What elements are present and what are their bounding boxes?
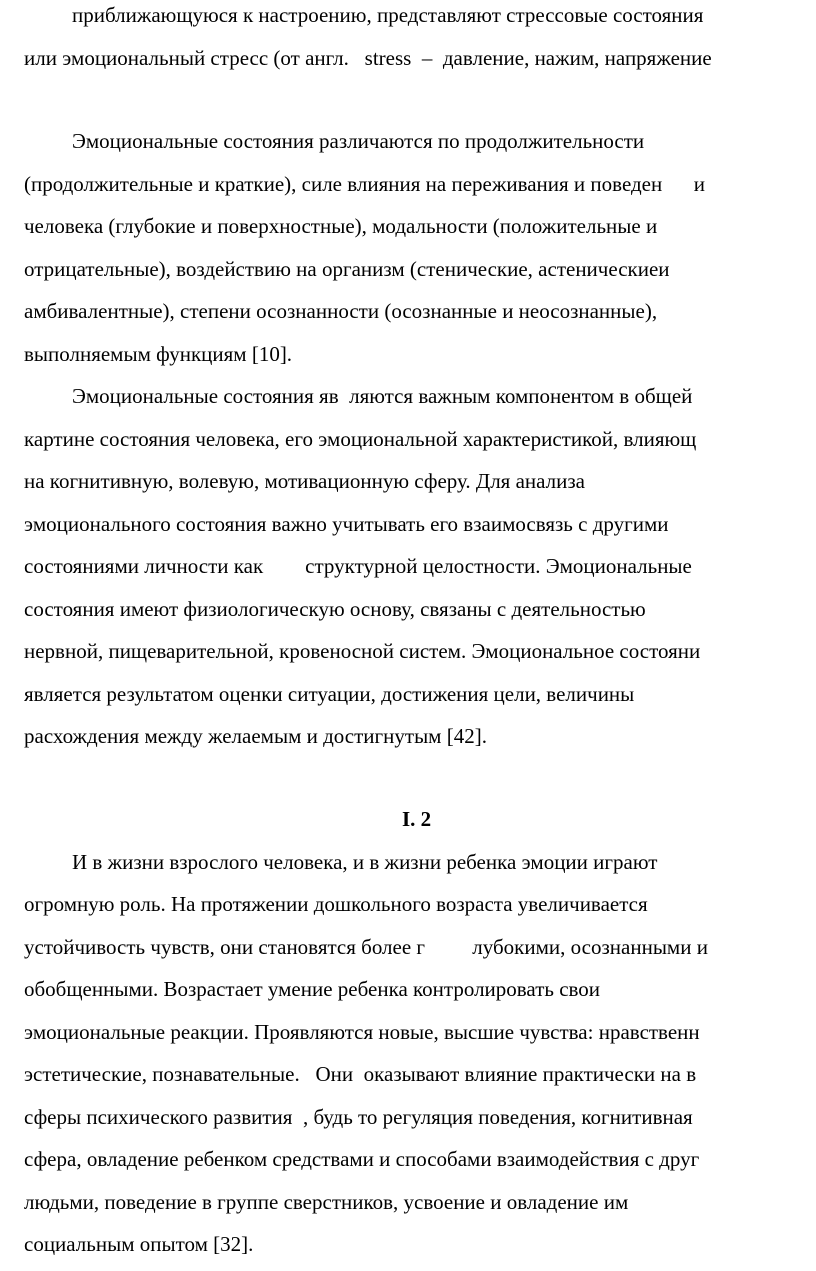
text-line: И в жизни взрослого человека, и в жизни ребенка эмоции играют [72,850,658,874]
text-line: является результатом оценки ситуации, достижения цели, величины [24,682,635,706]
text-line: Эмоциональные состояния различаются по продолжительности [72,129,645,153]
text-line: эстетические, познавательные. Они оказывают влияние практически на в [24,1062,697,1086]
text-line: обобщенными. Возрастает умение ребенка контролировать свои [24,977,601,1001]
text-line: социальным опытом [32]. [24,1232,254,1256]
text-line: выполняемым функциям [10]. [24,342,293,366]
text-line: расхождения между желаемым и достигнутым [42]. [24,724,487,748]
text-line: устойчивость чувств, они становятся более г лубокими, осознанными и [24,935,708,959]
text-line: сфера, овладение ребенком средствами и способами взаимодействия с друг [24,1147,700,1171]
section-heading: I. 2 [402,807,432,831]
text-line: человека (глубокие и поверхностные), модальности (положительные и [24,214,658,238]
text-line: сферы психического развития , будь то регуляция поведения, когнитивная [24,1105,693,1129]
text-line: отрицательные), воздействию на организм (стенические, астеническиеи [24,257,670,281]
text-line: людьми, поведение в группе сверстников, усвоение и овладение им [24,1190,629,1214]
text-line: (продолжительные и краткие), силе влияния на переживания и поведен и [24,172,705,196]
text-line: состояния имеют физиологическую основу, связаны с деятельностью [24,597,646,621]
text-line: эмоционального состояния важно учитывать его взаимосвязь с другими [24,512,669,536]
text-line: огромную роль. На протяжении дошкольного возраста увеличивается [24,892,648,916]
text-line: или эмоциональный стресс (от англ. stress – давление, нажим, напряжение [24,46,712,70]
text-line: нервной, пищеварительной, кровеносной систем. Эмоциональное состояни [24,639,701,663]
text-line: Эмоциональные состояния яв ляются важным компонентом в общей [72,384,693,408]
text-line: амбивалентные), степени осознанности (осознанные и неосознанные), [24,299,658,323]
text-line: эмоциональные реакции. Проявляются новые, высшие чувства: нравственн [24,1020,700,1044]
text-line: состояниями личности как структурной целостности. Эмоциональные [24,554,692,578]
text-line: приближающуюся к настроению, представляют стрессовые состояния [72,3,704,27]
text-line: на когнитивную, волевую, мотивационную сферу. Для анализа [24,469,585,493]
text-line: картине состояния человека, его эмоциональной характеристикой, влияющ [24,427,697,451]
